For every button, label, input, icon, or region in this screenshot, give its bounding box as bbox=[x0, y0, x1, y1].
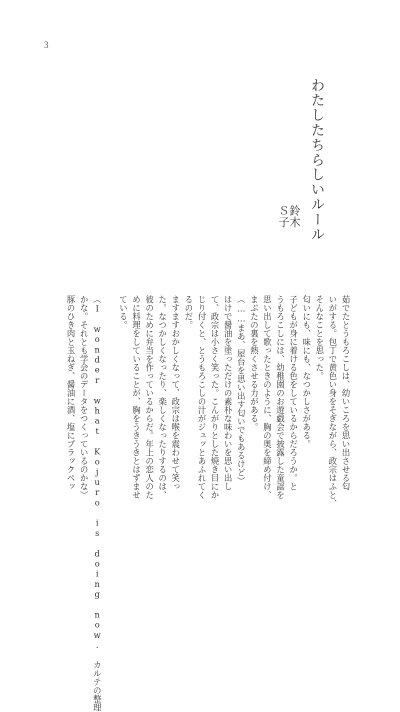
body-line: 子どもが身に着ける色をしているからだろうか。と bbox=[288, 295, 299, 491]
author-family-name: 鈴木 bbox=[288, 205, 301, 228]
body-line: じり付くと、とうもろこしの汁がジュッとあふれてく bbox=[196, 295, 207, 499]
body-line: （……まあ、屋台を思い出す匂いでもあるけど） bbox=[236, 295, 247, 486]
body-line: 彼のために弁当を作っているからだ。年上の恋人のた bbox=[144, 295, 155, 499]
body-line: た。なつかしくなったり、楽しくなったりするのは、 bbox=[157, 295, 168, 499]
body-line: て、政宗は小さく笑った。こんがりとした焼き目にか bbox=[210, 295, 221, 499]
body-line: 茹でたとうもろこしは、幼いころを思い出させる匂 bbox=[341, 295, 351, 491]
author-given-name: Ｓ子 bbox=[277, 205, 290, 228]
body-line: るのだ。 bbox=[183, 295, 194, 329]
body-line: そんなことを思った。 bbox=[314, 295, 325, 380]
author-name bbox=[278, 205, 300, 229]
body-line: ている。 bbox=[118, 295, 129, 329]
body-line: はけで醤油を塗っただけの素朴な味わいを思い出し bbox=[223, 295, 234, 491]
paragraph-break bbox=[103, 295, 116, 545]
body-line: 匂いにも、味にも、なつかしさがある。 bbox=[301, 295, 312, 448]
story-title: わたしたちらしいルール bbox=[309, 78, 325, 242]
body-line: うもろこしには、幼稚園のお遊戯会で披露した童謡を bbox=[275, 295, 286, 499]
body-line: めに料理をしていることが、胸をうきうきとはずませ bbox=[131, 295, 142, 499]
body-line: 豚のひき肉と玉ねぎ、醤油に酒、塩にブラックペッ bbox=[66, 295, 77, 491]
body-line: 思い出して歌ったときのように、胸の奥を締め付け、 bbox=[262, 295, 273, 499]
body-line: かな。それとも学会のデータをつくっているのかな） bbox=[79, 295, 90, 499]
body-line: （I wonder what Kojuro is doing now. カルテの整理 bbox=[92, 295, 103, 712]
body-line: まぶたの裏を熱くさせる力がある。 bbox=[249, 295, 260, 431]
body-line: ますますおかしくなって、政宗は喉を震わせて笑っ bbox=[170, 295, 181, 491]
body-text bbox=[64, 295, 352, 712]
body-line: いがする。包丁で黄色い身をそぎながら、政宗はふと、 bbox=[327, 295, 338, 508]
page-number: 3 bbox=[44, 40, 49, 50]
